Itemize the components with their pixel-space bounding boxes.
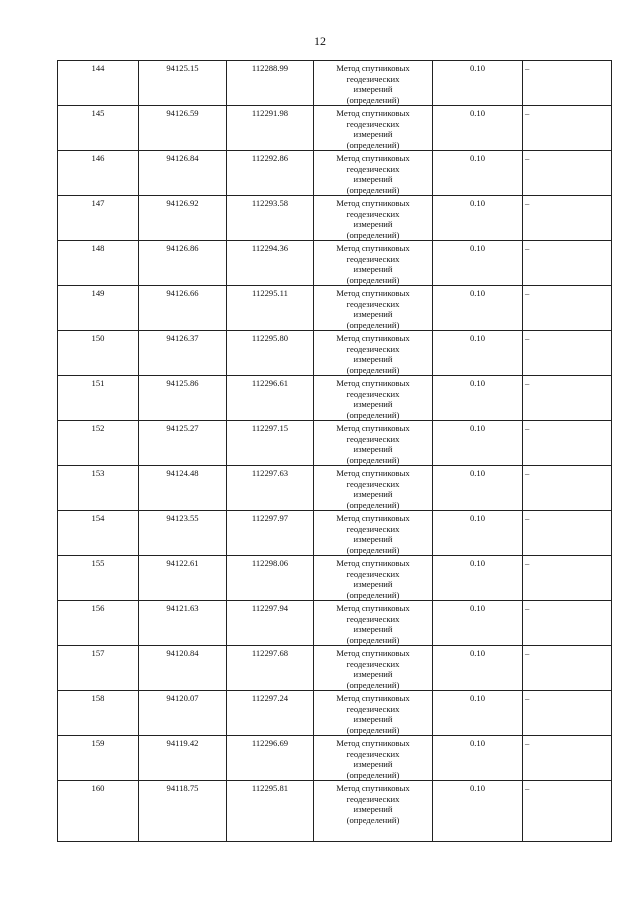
method-line: измерений — [353, 264, 393, 274]
table-row — [58, 61, 612, 106]
method-line: Метод спутниковых — [336, 693, 410, 703]
table-row — [58, 646, 612, 691]
x-coordinate-cell: 94124.48 — [139, 466, 227, 511]
table-row — [58, 241, 612, 286]
method-cell — [314, 466, 433, 511]
method-line: (определений) — [346, 589, 400, 600]
method-line: геодезических — [346, 658, 400, 669]
method-line: измерений — [353, 444, 393, 454]
method-line: геодезических — [346, 343, 400, 354]
note-cell: – — [523, 601, 612, 646]
table-row — [58, 601, 612, 646]
method-cell — [314, 556, 433, 601]
method-line: (определений) — [346, 454, 400, 465]
table-row — [58, 691, 612, 736]
accuracy-cell: 0.10 — [433, 421, 523, 466]
point-number-cell: 146 — [58, 151, 139, 196]
method-line: измерений — [353, 399, 393, 409]
method-line: Метод спутниковых — [336, 243, 410, 253]
accuracy-cell: 0.10 — [433, 691, 523, 736]
method-line: Метод спутниковых — [336, 153, 410, 163]
note-cell: – — [523, 331, 612, 376]
method-line: Метод спутниковых — [336, 468, 410, 478]
y-coordinate-cell: 112291.98 — [227, 106, 314, 151]
method-line: измерений — [353, 219, 393, 229]
accuracy-cell: 0.10 — [433, 106, 523, 151]
x-coordinate-cell: 94126.92 — [139, 196, 227, 241]
accuracy-cell: 0.10 — [433, 331, 523, 376]
method-cell — [314, 781, 433, 842]
method-line: геодезических — [346, 298, 400, 309]
method-line: геодезических — [346, 388, 400, 399]
y-coordinate-cell: 112292.86 — [227, 151, 314, 196]
method-line: Метод спутниковых — [336, 648, 410, 658]
accuracy-cell: 0.10 — [433, 556, 523, 601]
note-cell: – — [523, 691, 612, 736]
method-line: геодезических — [346, 703, 400, 714]
method-line: измерений — [353, 84, 393, 94]
accuracy-cell: 0.10 — [433, 781, 523, 842]
method-line: геодезических — [346, 613, 400, 624]
method-cell — [314, 376, 433, 421]
note-cell: – — [523, 781, 612, 842]
table-row — [58, 286, 612, 331]
method-line: (определений) — [346, 139, 400, 150]
note-cell: – — [523, 511, 612, 556]
point-number-cell: 149 — [58, 286, 139, 331]
method-line: Метод спутниковых — [336, 513, 410, 523]
point-number-cell: 158 — [58, 691, 139, 736]
method-cell — [314, 241, 433, 286]
accuracy-cell: 0.10 — [433, 376, 523, 421]
accuracy-cell: 0.10 — [433, 151, 523, 196]
method-line: геодезических — [346, 433, 400, 444]
note-cell: – — [523, 421, 612, 466]
x-coordinate-cell: 94126.84 — [139, 151, 227, 196]
method-line: Метод спутниковых — [336, 783, 410, 793]
y-coordinate-cell: 112297.97 — [227, 511, 314, 556]
point-number-cell: 154 — [58, 511, 139, 556]
y-coordinate-cell: 112297.63 — [227, 466, 314, 511]
point-number-cell: 147 — [58, 196, 139, 241]
method-line: Метод спутниковых — [336, 63, 410, 73]
method-line: Метод спутниковых — [336, 378, 410, 388]
y-coordinate-cell: 112297.24 — [227, 691, 314, 736]
method-line: геодезических — [346, 478, 400, 489]
point-number-cell: 153 — [58, 466, 139, 511]
method-cell — [314, 331, 433, 376]
method-line: (определений) — [346, 274, 400, 285]
accuracy-cell: 0.10 — [433, 601, 523, 646]
y-coordinate-cell: 112294.36 — [227, 241, 314, 286]
accuracy-cell: 0.10 — [433, 466, 523, 511]
note-cell: – — [523, 61, 612, 106]
method-line: (определений) — [346, 769, 400, 780]
method-line: измерений — [353, 534, 393, 544]
method-cell — [314, 646, 433, 691]
method-line: измерений — [353, 579, 393, 589]
point-number-cell: 150 — [58, 331, 139, 376]
method-cell — [314, 601, 433, 646]
x-coordinate-cell: 94125.15 — [139, 61, 227, 106]
note-cell: – — [523, 556, 612, 601]
method-line: Метод спутниковых — [336, 738, 410, 748]
method-line: (определений) — [346, 409, 400, 420]
method-cell — [314, 736, 433, 781]
y-coordinate-cell: 112297.68 — [227, 646, 314, 691]
method-line: измерений — [353, 174, 393, 184]
point-number-cell: 156 — [58, 601, 139, 646]
method-line: (определений) — [346, 319, 400, 330]
method-line: (определений) — [346, 94, 400, 105]
method-cell — [314, 151, 433, 196]
note-cell: – — [523, 466, 612, 511]
method-line: Метод спутниковых — [336, 288, 410, 298]
x-coordinate-cell: 94122.61 — [139, 556, 227, 601]
x-coordinate-cell: 94120.84 — [139, 646, 227, 691]
x-coordinate-cell: 94126.86 — [139, 241, 227, 286]
method-line: Метод спутниковых — [336, 603, 410, 613]
method-line: (определений) — [346, 544, 400, 555]
point-number-cell: 151 — [58, 376, 139, 421]
method-line: Метод спутниковых — [336, 198, 410, 208]
y-coordinate-cell: 112295.11 — [227, 286, 314, 331]
method-cell — [314, 196, 433, 241]
point-number-cell: 145 — [58, 106, 139, 151]
x-coordinate-cell: 94126.66 — [139, 286, 227, 331]
method-line: Метод спутниковых — [336, 333, 410, 343]
method-line: геодезических — [346, 118, 400, 129]
method-line: (определений) — [346, 634, 400, 645]
method-line: измерений — [353, 714, 393, 724]
x-coordinate-cell: 94123.55 — [139, 511, 227, 556]
y-coordinate-cell: 112293.58 — [227, 196, 314, 241]
table-body — [58, 61, 612, 842]
method-line: геодезических — [346, 253, 400, 264]
method-line: измерений — [353, 354, 393, 364]
accuracy-cell: 0.10 — [433, 511, 523, 556]
method-line: геодезических — [346, 523, 400, 534]
method-line: геодезических — [346, 748, 400, 759]
method-line: (определений) — [346, 724, 400, 735]
x-coordinate-cell: 94125.86 — [139, 376, 227, 421]
note-cell: – — [523, 736, 612, 781]
accuracy-cell: 0.10 — [433, 736, 523, 781]
point-number-cell: 160 — [58, 781, 139, 842]
y-coordinate-cell: 112296.61 — [227, 376, 314, 421]
method-line: измерений — [353, 624, 393, 634]
method-line: Метод спутниковых — [336, 558, 410, 568]
y-coordinate-cell: 112288.99 — [227, 61, 314, 106]
table-row — [58, 421, 612, 466]
y-coordinate-cell: 112295.80 — [227, 331, 314, 376]
method-line: измерений — [353, 309, 393, 319]
table-row — [58, 781, 612, 842]
point-number-cell: 152 — [58, 421, 139, 466]
y-coordinate-cell: 112298.06 — [227, 556, 314, 601]
point-number-cell: 157 — [58, 646, 139, 691]
table-row — [58, 511, 612, 556]
x-coordinate-cell: 94126.37 — [139, 331, 227, 376]
y-coordinate-cell: 112297.15 — [227, 421, 314, 466]
method-line: измерений — [353, 669, 393, 679]
method-line: (определений) — [346, 364, 400, 375]
x-coordinate-cell: 94120.07 — [139, 691, 227, 736]
method-line: измерений — [353, 759, 393, 769]
table-row — [58, 151, 612, 196]
method-cell — [314, 421, 433, 466]
y-coordinate-cell: 112295.81 — [227, 781, 314, 842]
page-number: 12 — [314, 34, 326, 48]
accuracy-cell: 0.10 — [433, 196, 523, 241]
table-row — [58, 556, 612, 601]
x-coordinate-cell: 94126.59 — [139, 106, 227, 151]
table-row — [58, 106, 612, 151]
method-cell — [314, 511, 433, 556]
accuracy-cell: 0.10 — [433, 646, 523, 691]
method-line: измерений — [353, 804, 393, 814]
method-cell — [314, 286, 433, 331]
table-row — [58, 466, 612, 511]
method-cell — [314, 106, 433, 151]
method-line: измерений — [353, 129, 393, 139]
point-number-cell: 159 — [58, 736, 139, 781]
method-line: (определений) — [346, 499, 400, 510]
accuracy-cell: 0.10 — [433, 61, 523, 106]
accuracy-cell: 0.10 — [433, 241, 523, 286]
method-line: геодезических — [346, 793, 400, 804]
x-coordinate-cell: 94125.27 — [139, 421, 227, 466]
method-line: (определений) — [346, 814, 400, 825]
method-line: геодезических — [346, 73, 400, 84]
method-cell — [314, 691, 433, 736]
method-line: (определений) — [346, 679, 400, 690]
note-cell: – — [523, 196, 612, 241]
point-number-cell: 155 — [58, 556, 139, 601]
y-coordinate-cell: 112297.94 — [227, 601, 314, 646]
note-cell: – — [523, 646, 612, 691]
method-cell — [314, 61, 433, 106]
table-row — [58, 196, 612, 241]
coordinates-table — [57, 60, 612, 842]
table-row — [58, 376, 612, 421]
note-cell: – — [523, 376, 612, 421]
table-row — [58, 736, 612, 781]
y-coordinate-cell: 112296.69 — [227, 736, 314, 781]
x-coordinate-cell: 94121.63 — [139, 601, 227, 646]
x-coordinate-cell: 94119.42 — [139, 736, 227, 781]
method-line: измерений — [353, 489, 393, 499]
note-cell: – — [523, 151, 612, 196]
point-number-cell: 148 — [58, 241, 139, 286]
method-line: (определений) — [346, 184, 400, 195]
method-line: геодезических — [346, 163, 400, 174]
method-line: (определений) — [346, 229, 400, 240]
note-cell: – — [523, 106, 612, 151]
table-row — [58, 331, 612, 376]
note-cell: – — [523, 241, 612, 286]
x-coordinate-cell: 94118.75 — [139, 781, 227, 842]
point-number-cell: 144 — [58, 61, 139, 106]
method-line: Метод спутниковых — [336, 108, 410, 118]
method-line: геодезических — [346, 208, 400, 219]
method-line: Метод спутниковых — [336, 423, 410, 433]
method-line: геодезических — [346, 568, 400, 579]
note-cell: – — [523, 286, 612, 331]
accuracy-cell: 0.10 — [433, 286, 523, 331]
